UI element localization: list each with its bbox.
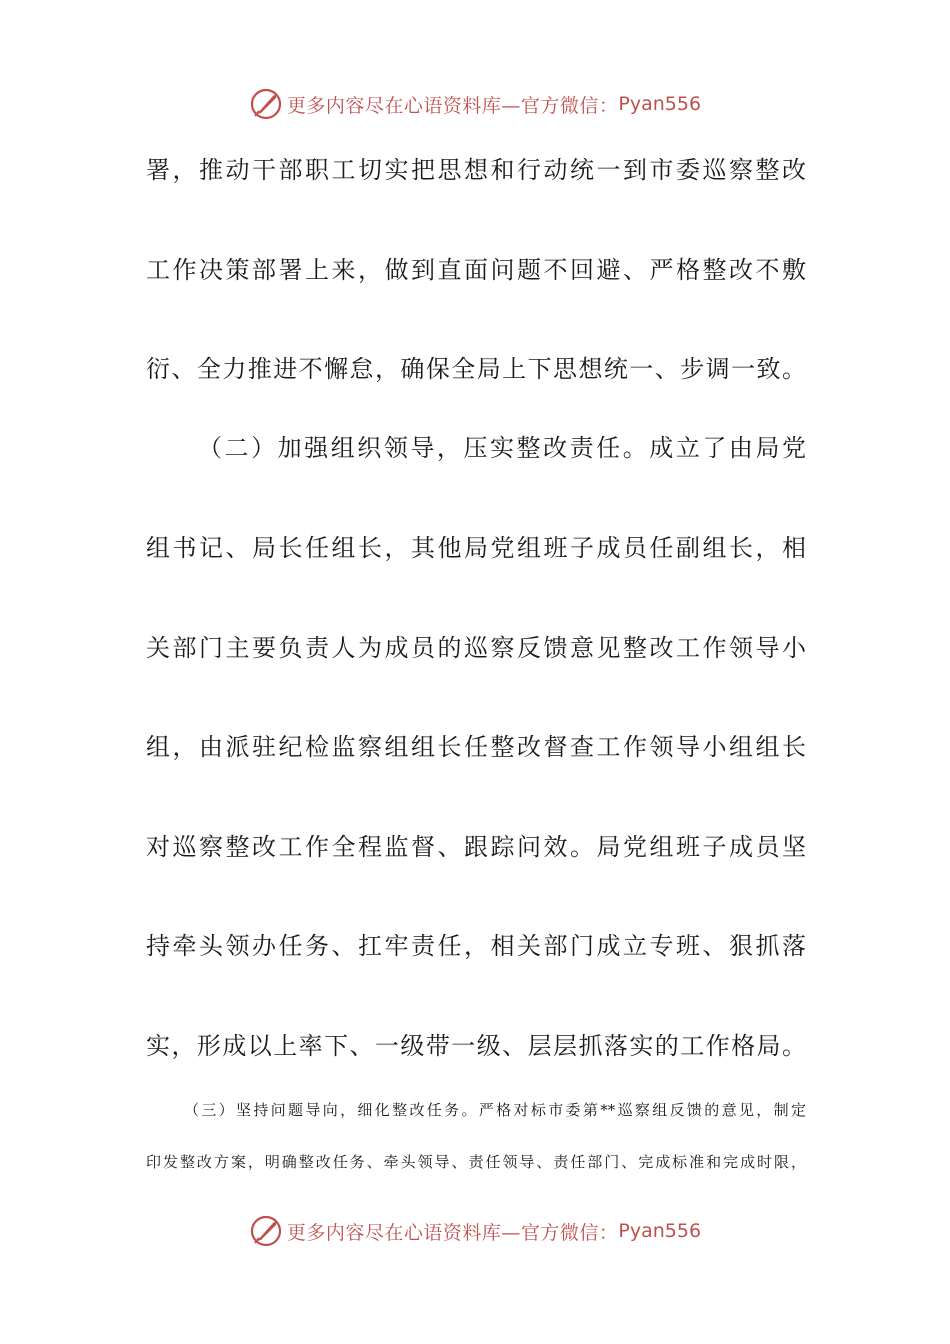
body-line: 衍、全力推进不懈怠，确保全局上下思想统一、步调一致。 (146, 355, 806, 383)
body-small-line: （三）坚持问题导向，细化整改任务。严格对标市委第**巡察组反馈的意见，制定 (184, 1101, 806, 1119)
quill-logo-icon (249, 1214, 283, 1248)
body-line: 署，推动干部职工切实把思想和行动统一到市委巡察整改 (146, 156, 806, 184)
body-line: 组，由派驻纪检监察组组长任整改督查工作领导小组组长 (146, 733, 806, 761)
body-line: （二）加强组织领导，压实整改责任。成立了由局党 (198, 434, 806, 462)
footer-banner (0, 1211, 950, 1251)
body-line: 关部门主要负责人为成员的巡察反馈意见整改工作领导小 (146, 634, 806, 662)
header-banner (0, 84, 950, 124)
body-line: 组书记、局长任组长，其他局党组班子成员任副组长，相 (146, 534, 806, 562)
banner-wechat-id: Pyan556 (618, 93, 702, 115)
banner-text: 更多内容尽在心语资料库—官方微信： (286, 1221, 619, 1244)
body-line: 工作决策部署上来，做到直面问题不回避、严格整改不敷 (146, 256, 806, 284)
body-line: 持牵头领办任务、扛牢责任，相关部门成立专班、狠抓落 (146, 932, 806, 960)
banner-text: 更多内容尽在心语资料库—官方微信： (286, 94, 619, 117)
banner-wechat-id: Pyan556 (618, 1220, 702, 1242)
body-line: 实，形成以上率下、一级带一级、层层抓落实的工作格局。 (146, 1032, 806, 1060)
quill-logo-icon (249, 87, 283, 121)
body-small-line: 印发整改方案，明确整改任务、牵头领导、责任领导、责任部门、完成标准和完成时限， (146, 1153, 806, 1171)
body-line: 对巡察整改工作全程监督、跟踪问效。局党组班子成员坚 (146, 833, 806, 861)
